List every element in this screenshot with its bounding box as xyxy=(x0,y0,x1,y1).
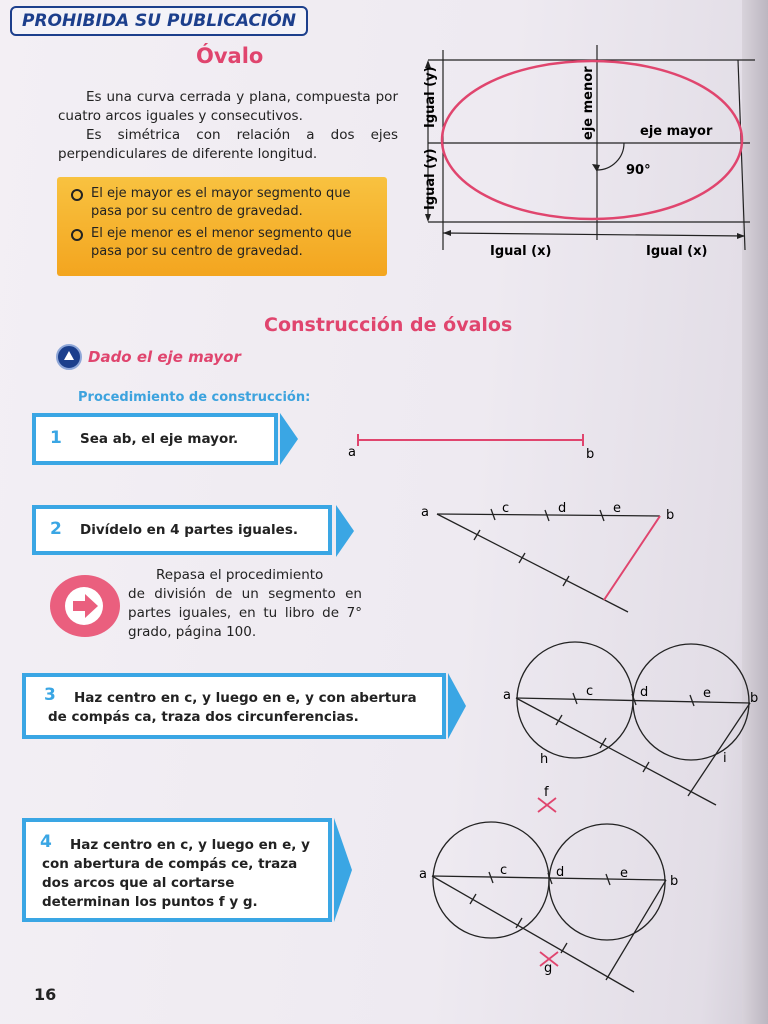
point-label-b: b xyxy=(586,447,595,462)
arrow-right-icon xyxy=(50,575,120,637)
label-eje-mayor: eje mayor xyxy=(640,124,713,139)
point-label-h: h xyxy=(540,752,549,767)
arrowhead xyxy=(443,230,451,236)
triangle-badge-icon xyxy=(56,344,82,370)
circle-centered-c xyxy=(433,822,549,938)
auxiliary-ray xyxy=(432,876,634,992)
step-number: 1 xyxy=(50,428,62,448)
point-label-a: a xyxy=(503,688,511,703)
division-tick xyxy=(573,693,577,704)
page-title: Óvalo xyxy=(196,44,264,68)
chevron-right-icon xyxy=(448,673,466,739)
point-label-c: c xyxy=(586,684,594,699)
subsection-title: Dado el eje mayor xyxy=(88,348,241,366)
remark-text xyxy=(128,566,362,642)
point-label-d: d xyxy=(640,685,649,700)
circle-bullet-icon xyxy=(71,189,83,201)
arrowhead xyxy=(592,164,600,172)
step-number: 3 xyxy=(44,685,56,705)
step-number: 4 xyxy=(40,832,52,852)
step-3-box xyxy=(22,673,446,739)
intro-paragraph-1: Es una curva cerrada y plana, compuesta por cuatro arcos iguales y consecutivos. xyxy=(58,89,398,124)
note-item xyxy=(69,225,377,261)
parallel-line xyxy=(606,880,666,980)
note-item xyxy=(69,185,377,221)
point-label-d: d xyxy=(556,865,565,880)
intro-text xyxy=(58,88,398,164)
point-label-d: d xyxy=(558,501,567,516)
point-label-b: b xyxy=(666,508,675,523)
circle-bullet-icon xyxy=(71,229,83,241)
parallel-line xyxy=(604,516,660,600)
point-label-c: c xyxy=(502,501,510,516)
intro-paragraph-2: Es simétrica con relación a dos ejes perpendiculares de diferente longitud. xyxy=(58,127,398,162)
arrowhead xyxy=(737,233,745,239)
watermark-stamp: PROHIBIDA SU PUBLICACIÓN xyxy=(10,6,308,36)
point-label-a: a xyxy=(348,445,356,460)
point-label-a: a xyxy=(421,505,429,520)
section-title: Construcción de óvalos xyxy=(264,314,513,336)
note-text: El eje mayor es el mayor segmento que pasa por su centro de gravedad. xyxy=(91,186,351,219)
right-angle-arc xyxy=(597,143,624,170)
division-tick xyxy=(690,695,694,706)
segment-ab xyxy=(437,514,660,516)
page-number: 16 xyxy=(34,985,57,1004)
label-angle: 90° xyxy=(626,163,651,178)
point-label-i: i xyxy=(723,751,727,766)
step-text: Haz centro en c, y luego en e, y con abertura de compás ce, traza dos arcos que al cortarse determinan los puntos f y g. xyxy=(42,837,310,910)
step-2-box xyxy=(32,505,332,555)
remark-rest: de división de un segmento en partes iguales, en tu libro de 7° grado, página 100. xyxy=(128,586,362,640)
point-label-e: e xyxy=(620,866,628,881)
point-label-b: b xyxy=(670,874,679,889)
figure-step-1 xyxy=(340,425,610,465)
oval-diagram xyxy=(412,44,762,272)
label-igual-x-left: Igual (x) xyxy=(490,244,552,259)
note-text: El eje menor es el menor segmento que pasa por su centro de gravedad. xyxy=(91,226,352,259)
chevron-right-icon xyxy=(334,818,352,922)
step-text: Divídelo en 4 partes iguales. xyxy=(80,522,298,538)
step-text: Sea ab, el eje mayor. xyxy=(80,431,239,447)
chevron-right-icon xyxy=(336,505,354,557)
remark-line-1: Repasa el procedimiento xyxy=(156,567,324,583)
label-eje-menor: eje menor xyxy=(581,66,596,140)
step-number: 2 xyxy=(50,519,62,539)
figure-step-4 xyxy=(410,780,700,1000)
label-igual-x-right: Igual (x) xyxy=(646,244,708,259)
step-4-box xyxy=(22,818,332,922)
procedure-title: Procedimiento de construcción: xyxy=(78,390,311,405)
step-1-box xyxy=(32,413,278,465)
point-label-e: e xyxy=(703,686,711,701)
chevron-right-icon xyxy=(280,413,298,465)
point-label-g: g xyxy=(544,961,553,976)
arrowhead xyxy=(425,214,431,222)
step-text: Haz centro en c, y luego en e, y con abertura de compás ca, traza dos circunferencias. xyxy=(48,690,417,725)
point-label-f: f xyxy=(544,785,549,800)
point-label-b: b xyxy=(750,691,759,706)
point-label-c: c xyxy=(500,863,508,878)
circle-centered-e xyxy=(549,824,665,940)
note-box xyxy=(57,177,387,276)
auxiliary-ray xyxy=(437,514,628,612)
figure-step-2 xyxy=(415,498,685,618)
label-igual-y-bottom: Igual (y) xyxy=(423,148,438,210)
point-label-e: e xyxy=(613,501,621,516)
x-dimension-line xyxy=(443,233,745,236)
point-label-a: a xyxy=(419,867,427,882)
label-igual-y-top: Igual (y) xyxy=(423,66,438,128)
